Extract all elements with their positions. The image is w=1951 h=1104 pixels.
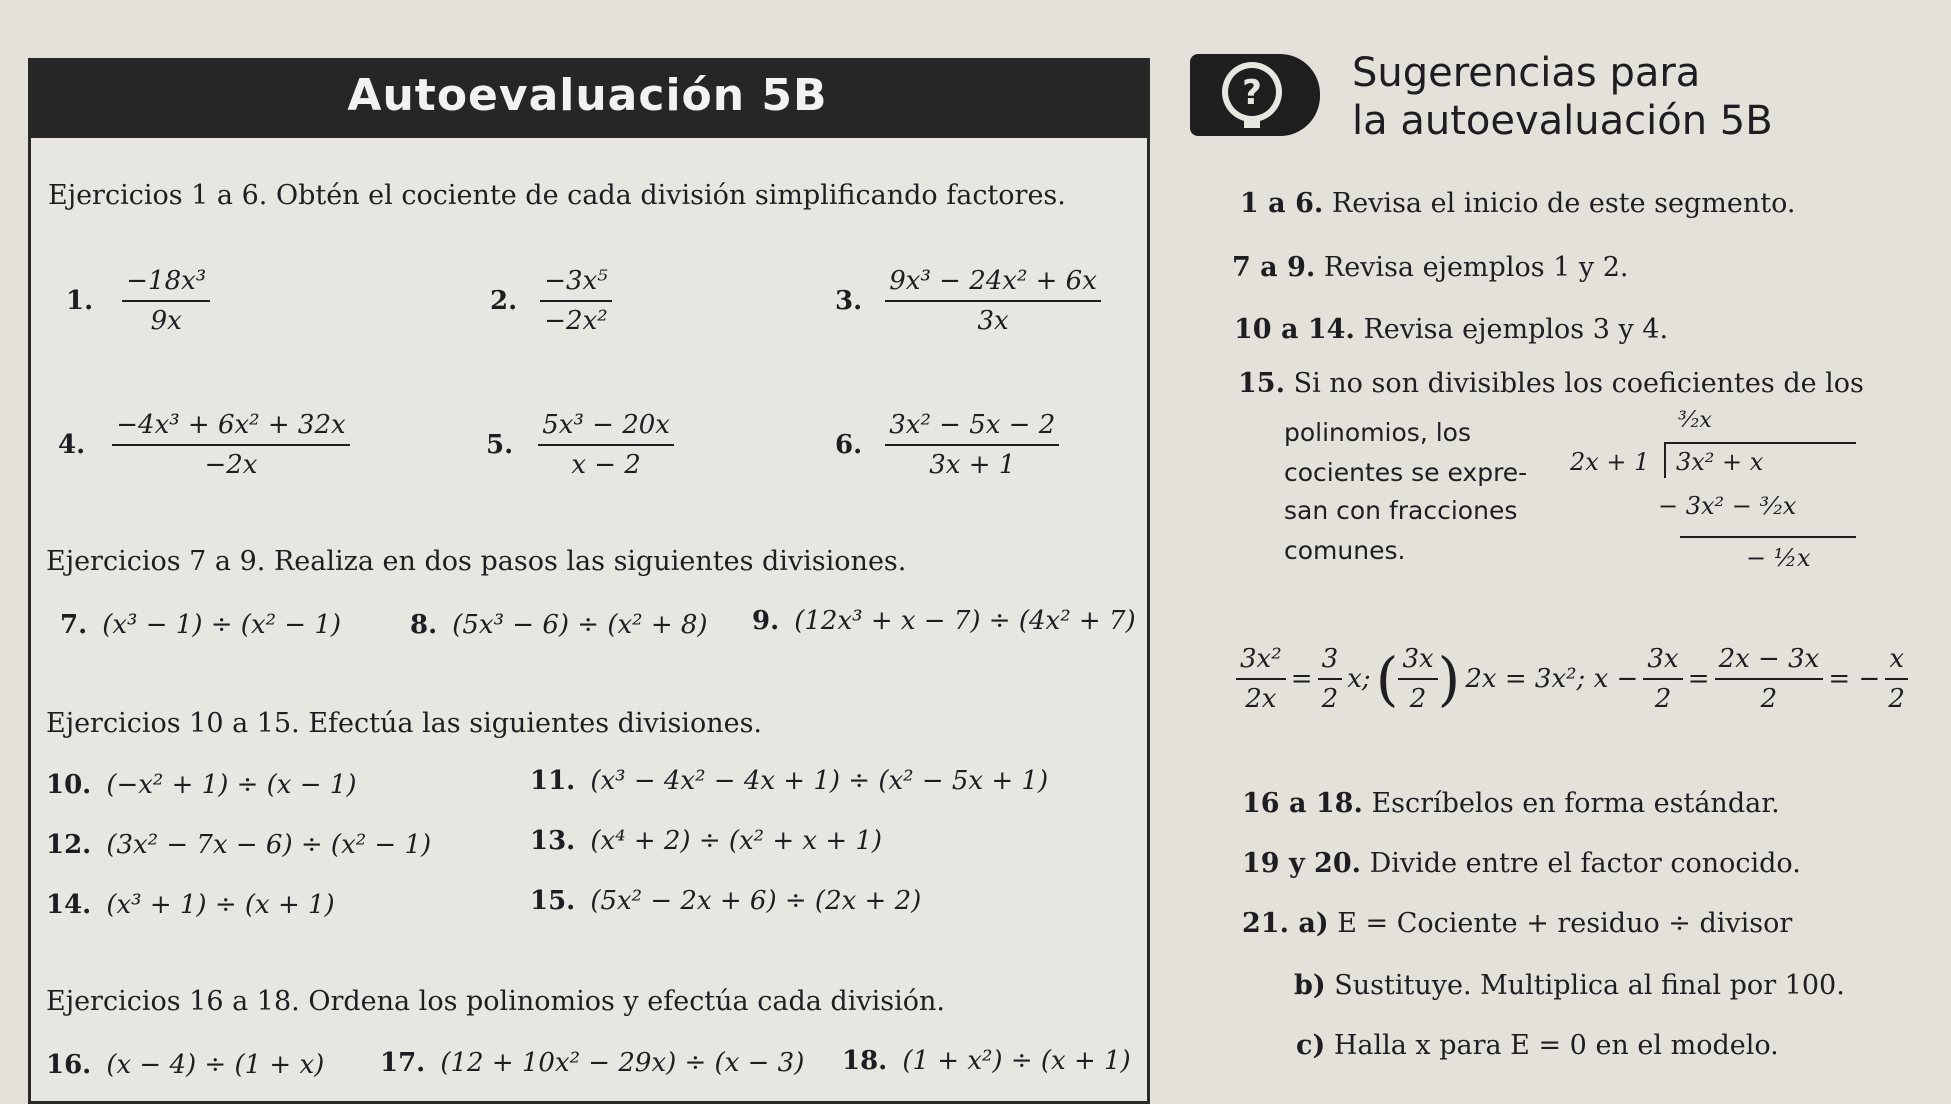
equation-fraction-4 xyxy=(1643,640,1682,718)
equation-fraction-2 xyxy=(1318,640,1343,718)
tip-15-line2: polinomios, los xyxy=(1284,418,1471,447)
fraction-denominator: 3x xyxy=(977,306,1009,336)
fraction-numerator: x xyxy=(1885,640,1908,680)
tip-text: Escríbelos en forma estándar. xyxy=(1371,788,1780,819)
tip-text: Revisa ejemplos 1 y 2. xyxy=(1323,252,1629,283)
tip-label: 16 a 18. xyxy=(1242,788,1363,819)
tip-21a xyxy=(1242,908,1792,939)
tip-label: 15. xyxy=(1238,368,1285,399)
section4-instruction: Ejercicios 16 a 18. Ordena los polinomios y efectúa cada división. xyxy=(46,986,945,1017)
fraction-numerator: 3x² xyxy=(1236,640,1286,680)
exercise-number: 18. xyxy=(842,1046,888,1076)
suggestions-title-line2: la autoevaluación 5B xyxy=(1352,98,1773,144)
exercise-fraction xyxy=(885,406,1059,484)
tip-15-line5: comunes. xyxy=(1284,536,1406,565)
tip-text: E = Cociente + residuo ÷ divisor xyxy=(1337,908,1793,939)
fraction-denominator: 2x xyxy=(1245,684,1277,714)
exercise-number: 3. xyxy=(835,286,863,316)
tip-label: b) xyxy=(1294,970,1326,1001)
fraction-numerator: −3x⁵ xyxy=(540,262,611,302)
exercise-number: 11. xyxy=(530,766,576,796)
tip-text: Halla x para E = 0 en el modelo. xyxy=(1333,1030,1779,1061)
lightbulb-hint-icon xyxy=(1190,54,1320,136)
exercise-18 xyxy=(842,1046,1131,1076)
exercise-number: 7. xyxy=(60,610,88,640)
tip-15-line3: cocientes se expre- xyxy=(1284,458,1528,487)
exercise-number: 10. xyxy=(46,770,92,800)
exercise-number: 4. xyxy=(58,430,86,460)
exercise-expression: (5x² − 2x + 6) ÷ (2x + 2) xyxy=(590,886,922,916)
exercise-expression: (x⁴ + 2) ÷ (x² + x + 1) xyxy=(590,826,883,856)
tip-label: c) xyxy=(1296,1030,1326,1061)
section2-instruction: Ejercicios 7 a 9. Realiza en dos pasos las siguientes divisiones. xyxy=(46,546,907,577)
exercise-7 xyxy=(60,610,341,640)
equation-operator: = xyxy=(1687,664,1710,694)
exercise-number: 6. xyxy=(835,430,863,460)
exercise-number: 16. xyxy=(46,1050,92,1080)
exercise-11 xyxy=(530,766,1048,796)
exercise-number: 15. xyxy=(530,886,576,916)
tip-text: Revisa ejemplos 3 y 4. xyxy=(1363,314,1669,345)
right-paren: ) xyxy=(1437,645,1461,713)
fraction-numerator: 9x³ − 24x² + 6x xyxy=(885,262,1101,302)
tip-21b xyxy=(1294,970,1845,1001)
exercise-expression: (12x³ + x − 7) ÷ (4x² + 7) xyxy=(794,606,1136,636)
fraction-denominator: −2x xyxy=(204,450,258,480)
equation-operator: = − xyxy=(1828,664,1881,694)
tip-label: 10 a 14. xyxy=(1234,314,1355,345)
tip-text: Sustituye. Multiplica al final por 100. xyxy=(1334,970,1845,1001)
fraction-numerator: 3x xyxy=(1398,640,1437,680)
svg-text:?: ? xyxy=(1242,73,1262,113)
exercise-9 xyxy=(752,606,1136,636)
exercise-8 xyxy=(410,610,708,640)
tip-19-20 xyxy=(1242,848,1801,879)
fraction-denominator: −2x² xyxy=(544,306,608,336)
tip-15 xyxy=(1238,368,1864,399)
section1-instruction: Ejercicios 1 a 6. Obtén el cociente de cada división simplificando factores. xyxy=(48,180,1066,211)
exercise-3 xyxy=(835,262,1101,340)
division-remainder: − ½x xyxy=(1746,544,1811,572)
exercise-5 xyxy=(486,406,674,484)
exercise-expression: (1 + x²) ÷ (x + 1) xyxy=(902,1046,1131,1076)
exercise-number: 12. xyxy=(46,830,92,860)
division-dividend: 3x² + x xyxy=(1676,448,1764,476)
exercise-number: 5. xyxy=(486,430,514,460)
exercise-number: 2. xyxy=(490,286,518,316)
fraction-denominator: 2 xyxy=(1654,684,1672,714)
tip-label: 7 a 9. xyxy=(1232,252,1316,283)
exercise-fraction xyxy=(538,406,674,484)
division-bar xyxy=(1666,442,1856,444)
fraction-numerator: −18x³ xyxy=(122,262,210,302)
exercise-expression: (3x² − 7x − 6) ÷ (x² − 1) xyxy=(106,830,432,860)
equation-fraction-3 xyxy=(1398,640,1437,718)
equation-fraction-1 xyxy=(1236,640,1286,718)
long-division xyxy=(1570,408,1850,588)
tip-text: Revisa el inicio de este segmento. xyxy=(1331,188,1796,219)
exercise-4 xyxy=(58,406,350,484)
exercise-number: 9. xyxy=(752,606,780,636)
left-paren: ( xyxy=(1375,645,1399,713)
exercise-fraction xyxy=(122,262,210,340)
fraction-denominator: x − 2 xyxy=(571,450,641,480)
fraction-denominator: 3x + 1 xyxy=(929,450,1016,480)
exercise-12 xyxy=(46,830,431,860)
tip-16-18 xyxy=(1242,788,1780,819)
fraction-numerator: 3x xyxy=(1643,640,1682,680)
fraction-denominator: 2 xyxy=(1409,684,1427,714)
exercise-10 xyxy=(46,770,356,800)
fraction-numerator: −4x³ + 6x² + 32x xyxy=(112,406,349,446)
equation-operator: = xyxy=(1290,664,1313,694)
tip-label: 21. a) xyxy=(1242,908,1329,939)
exercise-15 xyxy=(530,886,921,916)
tip-7-9 xyxy=(1232,252,1629,283)
exercise-number: 1. xyxy=(66,286,94,316)
equation-fraction-5 xyxy=(1715,640,1824,718)
exercise-fraction xyxy=(885,262,1101,340)
self-assessment-title: Autoevaluación 5B xyxy=(347,70,828,121)
section3-instruction: Ejercicios 10 a 15. Efectúa las siguientes divisiones. xyxy=(46,708,763,739)
division-subtract: − 3x² − ³⁄₂x xyxy=(1658,492,1797,520)
exercise-number: 17. xyxy=(380,1048,426,1078)
equation-text: 2x = 3x²; x − xyxy=(1465,664,1639,694)
exercise-fraction xyxy=(112,406,349,484)
equation-fraction-6 xyxy=(1885,640,1908,718)
exercise-16 xyxy=(46,1050,324,1080)
exercise-13 xyxy=(530,826,882,856)
fraction-denominator: 9x xyxy=(150,306,182,336)
division-quotient: ³⁄₂x xyxy=(1678,408,1712,433)
exercise-expression: (5x³ − 6) ÷ (x² + 8) xyxy=(452,610,708,640)
exercise-6 xyxy=(835,406,1059,484)
exercise-17 xyxy=(380,1048,804,1078)
division-bracket xyxy=(1664,442,1666,478)
fraction-denominator: 2 xyxy=(1321,684,1339,714)
fraction-numerator: 2x − 3x xyxy=(1715,640,1824,680)
exercise-number: 14. xyxy=(46,890,92,920)
division-divisor: 2x + 1 xyxy=(1570,448,1650,476)
fraction-numerator: 3 xyxy=(1318,640,1343,680)
fraction-numerator: 3x² − 5x − 2 xyxy=(885,406,1059,446)
tip-text: Si no son divisibles los coeficientes de los xyxy=(1293,368,1864,399)
exercise-2 xyxy=(490,262,612,340)
fraction-numerator: 5x³ − 20x xyxy=(538,406,674,446)
exercise-number: 8. xyxy=(410,610,438,640)
exercise-expression: (x³ − 4x² − 4x + 1) ÷ (x² − 5x + 1) xyxy=(590,766,1049,796)
worked-equation xyxy=(1236,640,1908,718)
exercise-number: 13. xyxy=(530,826,576,856)
tip-text: Divide entre el factor conocido. xyxy=(1369,848,1801,879)
exercise-fraction xyxy=(540,262,611,340)
tip-15-line4: san con fracciones xyxy=(1284,496,1518,525)
exercise-14 xyxy=(46,890,335,920)
exercise-expression: (−x² + 1) ÷ (x − 1) xyxy=(106,770,357,800)
equation-text: x; xyxy=(1347,664,1371,694)
exercise-expression: (x³ − 1) ÷ (x² − 1) xyxy=(102,610,342,640)
self-assessment-box xyxy=(28,58,1150,1104)
tip-label: 1 a 6. xyxy=(1240,188,1324,219)
tip-21c xyxy=(1296,1030,1779,1061)
suggestions-title-line1: Sugerencias para xyxy=(1352,50,1701,96)
fraction-denominator: 2 xyxy=(1760,684,1778,714)
division-subtract-bar xyxy=(1680,536,1856,538)
fraction-denominator: 2 xyxy=(1888,684,1905,714)
tip-10-14 xyxy=(1234,314,1668,345)
exercise-expression: (x³ + 1) ÷ (x + 1) xyxy=(106,890,335,920)
exercise-expression: (x − 4) ÷ (1 + x) xyxy=(106,1050,325,1080)
exercise-expression: (12 + 10x² − 29x) ÷ (x − 3) xyxy=(440,1048,805,1078)
tip-1-6 xyxy=(1240,188,1795,219)
tip-label: 19 y 20. xyxy=(1242,848,1362,879)
exercise-1 xyxy=(66,262,210,340)
